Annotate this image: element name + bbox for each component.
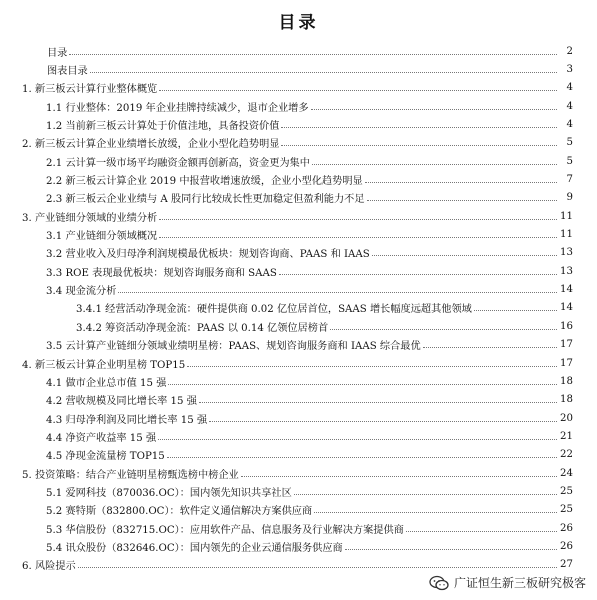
dot-leader (78, 567, 557, 568)
toc-entry-label: 3.5 云计算产业链细分领域业绩明星榜：PAAS、规划咨询服务商和 IAAS 综合最优 (46, 341, 421, 353)
toc-entry-page-number: 5 (566, 155, 573, 167)
toc-entry-label: 2. 新三板云计算企业业绩增长放缓，企业小型化趋势明显 (22, 139, 280, 151)
toc-entry[interactable] (0, 446, 597, 464)
toc-entry-page-number: 13 (560, 265, 573, 277)
wechat-icon (429, 575, 449, 591)
dot-leader (159, 237, 557, 238)
toc-entry[interactable] (0, 97, 597, 115)
dot-leader (365, 182, 557, 183)
dot-leader (168, 384, 557, 385)
toc-entry[interactable] (0, 409, 597, 427)
toc-entry-page-number: 4 (566, 82, 573, 94)
toc-entry[interactable] (0, 60, 597, 78)
dot-leader (406, 531, 557, 532)
toc-entry-page-number: 18 (560, 394, 573, 406)
dot-leader (69, 54, 557, 55)
toc-entry[interactable] (0, 556, 597, 574)
toc-entry-label: 目录 (47, 47, 68, 59)
toc-entry[interactable] (0, 262, 597, 280)
dot-leader (423, 347, 557, 348)
toc-entry[interactable] (0, 225, 597, 243)
page-title: 目录 (278, 13, 319, 33)
toc-entry[interactable] (0, 482, 597, 500)
toc-entry-page-number: 4 (566, 100, 573, 112)
toc-entry-label: 2.2 新三板云计算企业 2019 中报营收增速放缓，企业小型化趋势明显 (46, 176, 363, 188)
toc-entry-page-number: 9 (566, 192, 573, 204)
toc-entry-page-number: 13 (560, 247, 573, 259)
watermark (426, 573, 589, 592)
toc-entry[interactable] (0, 519, 597, 537)
dot-leader (279, 274, 557, 275)
toc-entry-page-number: 24 (560, 467, 573, 479)
toc-entry-label: 6. 风险提示 (22, 561, 76, 573)
toc-entry-label: 1. 新三板云计算行业整体概览 (22, 84, 158, 96)
toc-entry[interactable] (0, 464, 597, 482)
dot-leader (281, 145, 557, 146)
toc-entry-page-number: 7 (566, 174, 573, 186)
toc-entry[interactable] (0, 115, 597, 133)
dot-leader (209, 421, 557, 422)
toc-entry-page-number: 27 (560, 559, 573, 571)
dot-leader (187, 366, 557, 367)
toc-entry-label: 5.1 爱网科技（870036.OC）：国内领先知识共享社区 (46, 487, 292, 499)
dot-leader (312, 164, 557, 165)
toc-entry[interactable] (0, 336, 597, 354)
toc-entry-label: 5.3 华信股份（832715.OC）：应用软件产品、信息服务及行业解决方案提供商 (46, 524, 404, 536)
dot-leader (281, 127, 557, 128)
toc-entry-page-number: 14 (560, 284, 573, 296)
toc-entry[interactable] (0, 354, 597, 372)
toc-entry-label: 4.2 营收规模及同比增长率 15 强 (46, 396, 197, 408)
toc-entry-page-number: 25 (560, 504, 573, 516)
toc-entry[interactable] (0, 42, 597, 60)
toc-entry-label: 2.3 新三板云企业业绩与 A 股同行比较成长性更加稳定但盈利能力不足 (46, 194, 365, 206)
toc-entry[interactable] (0, 427, 597, 445)
toc-entry[interactable] (0, 317, 597, 335)
toc-entry-page-number: 17 (560, 357, 573, 369)
toc-entry[interactable] (0, 170, 597, 188)
dot-leader (199, 402, 557, 403)
toc-entry[interactable] (0, 501, 597, 519)
toc-entry-page-number: 3 (566, 64, 573, 76)
toc-entry[interactable] (0, 244, 597, 262)
toc-entry[interactable] (0, 79, 597, 97)
toc-entry-label: 3. 产业链细分领域的业绩分析 (22, 212, 158, 224)
toc-entry-label: 5. 投资策略：结合产业链明星榜甄选榜中榜企业 (22, 469, 239, 481)
toc-entry-page-number: 26 (560, 540, 573, 552)
watermark-text: 广证恒生新三板研究极客 (453, 576, 586, 590)
table-of-contents (0, 42, 597, 574)
dot-leader (367, 200, 557, 201)
toc-entry-label: 4.4 净资产收益率 15 强 (46, 432, 157, 444)
toc-entry[interactable] (0, 537, 597, 555)
toc-entry-page-number: 5 (566, 137, 573, 149)
toc-entry-page-number: 2 (566, 45, 573, 57)
dot-leader (294, 494, 557, 495)
toc-entry-page-number: 11 (560, 210, 573, 222)
toc-entry-label: 1.2 当前新三板云计算处于价值洼地，具备投资价值 (46, 121, 280, 133)
toc-entry[interactable] (0, 189, 597, 207)
toc-entry-label: 2.1 云计算一级市场平均融资金额再创新高，资金更为集中 (46, 157, 310, 169)
toc-entry-page-number: 17 (560, 339, 573, 351)
toc-entry-page-number: 22 (560, 449, 573, 461)
toc-entry[interactable] (0, 134, 597, 152)
dot-leader (314, 512, 557, 513)
toc-entry-label: 3.3 ROE 表现最优板块：规划咨询服务商和 SAAS (46, 267, 277, 279)
toc-entry-label: 3.4.1 经营活动净现金流：硬件提供商 0.02 亿位居首位，SAAS 增长幅度远超其他领域 (76, 304, 472, 316)
toc-entry-page-number: 26 (560, 522, 573, 534)
toc-entry-page-number: 16 (560, 320, 573, 332)
toc-entry-page-number: 25 (560, 485, 573, 497)
toc-entry-page-number: 11 (560, 229, 573, 241)
dot-leader (90, 72, 557, 73)
toc-entry-label: 4. 新三板云计算企业明星榜 TOP15 (22, 359, 186, 371)
toc-entry-page-number: 4 (566, 119, 573, 131)
toc-entry-page-number: 18 (560, 375, 573, 387)
toc-entry[interactable] (0, 391, 597, 409)
toc-entry-label: 3.4 现金流分析 (46, 286, 117, 298)
dot-leader (159, 90, 557, 91)
toc-entry-page-number: 20 (560, 412, 573, 424)
toc-entry-label: 图表目录 (47, 66, 88, 78)
dot-leader (241, 476, 557, 477)
dot-leader (311, 109, 557, 110)
dot-leader (474, 310, 557, 311)
dot-leader (159, 219, 557, 220)
dot-leader (330, 329, 557, 330)
toc-entry-page-number: 21 (560, 430, 573, 442)
toc-entry[interactable] (0, 299, 597, 317)
dot-leader (345, 549, 557, 550)
dot-leader (167, 457, 557, 458)
toc-entry-label: 3.2 营业收入及归母净利润规模最优板块：规划咨询商、PAAS 和 IAAS (46, 249, 370, 261)
toc-entry[interactable] (0, 152, 597, 170)
toc-entry-label: 4.1 做市企业总市值 15 强 (46, 377, 167, 389)
dot-leader (158, 439, 557, 440)
toc-entry-label: 1.1 行业整体：2019 年企业挂牌持续减少，退市企业增多 (46, 102, 309, 114)
toc-entry-label: 3.1 产业链细分领域概况 (46, 231, 158, 243)
toc-entry-label: 4.5 净现金流量榜 TOP15 (46, 451, 165, 463)
toc-entry[interactable] (0, 280, 597, 298)
toc-entry[interactable] (0, 372, 597, 390)
toc-entry-label: 5.4 讯众股份（832646.OC）：国内领先的企业云通信服务供应商 (46, 542, 343, 554)
toc-entry-label: 5.2 赛特斯（832800.OC）：软件定义通信解决方案供应商 (46, 506, 313, 518)
toc-entry[interactable] (0, 207, 597, 225)
toc-entry-label: 3.4.2 筹资活动净现金流：PAAS 以 0.14 亿领位居榜首 (76, 322, 329, 334)
toc-entry-label: 4.3 归母净利润及同比增长率 15 强 (46, 414, 208, 426)
dot-leader (118, 292, 557, 293)
dot-leader (372, 255, 557, 256)
toc-entry-page-number: 14 (560, 302, 573, 314)
